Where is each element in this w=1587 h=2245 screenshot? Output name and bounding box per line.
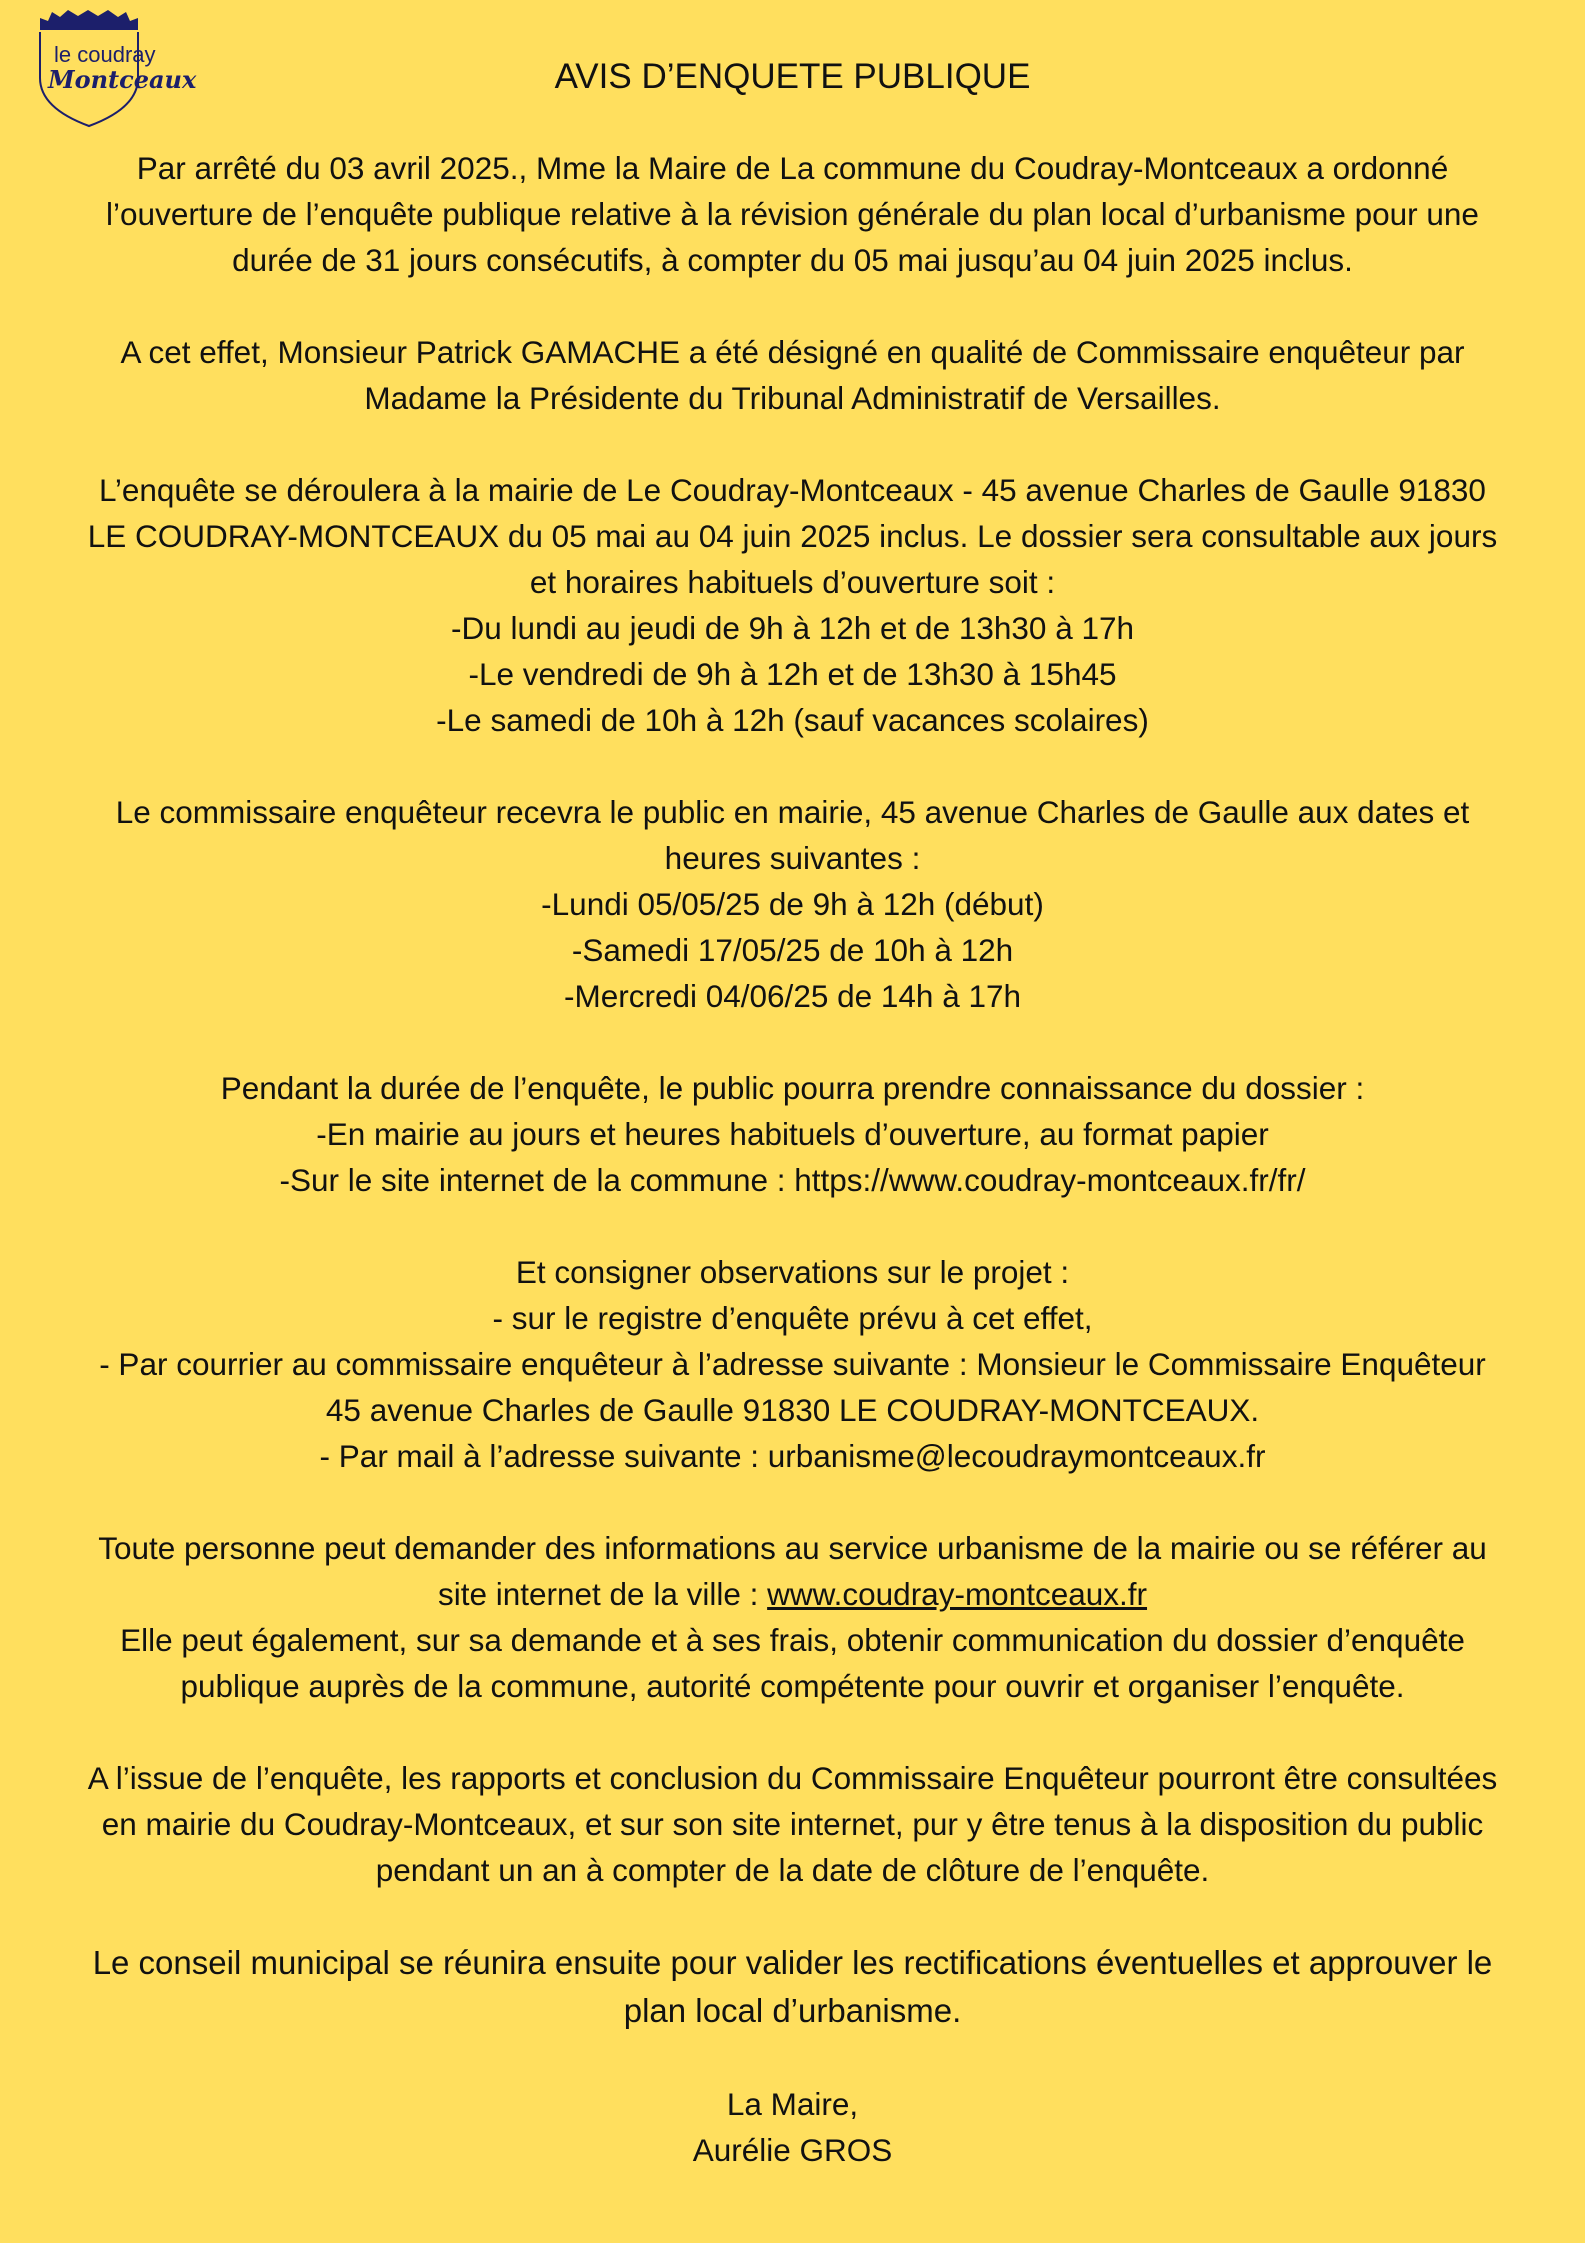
paragraph-consultation	[80, 1065, 1505, 1203]
date-item: -Samedi 17/05/25 de 10h à 12h	[571, 932, 1014, 968]
logo-line2: Montceaux	[48, 65, 197, 94]
permanences-text: Le commissaire enquêteur recevra le public en mairie, 45 avenue Charles de Gaulle aux dates et heures suivantes :	[115, 794, 1470, 876]
information-text: Toute personne peut demander des informations au service urbanisme de la mairie ou se référer au site internet de la ville :	[98, 1530, 1487, 1612]
observations-item: - Par mail à l’adresse suivante : urbanisme@lecoudraymontceaux.fr	[319, 1438, 1266, 1474]
paragraph-commissioner: A cet effet, Monsieur Patrick GAMACHE a été désigné en qualité de Commissaire enquêteur par Madame la Présidente du Tribunal Administratif de Versailles.	[120, 334, 1465, 416]
signature-role: La Maire,	[726, 2086, 859, 2122]
paragraph-permanences	[80, 789, 1505, 1019]
signature-name: Aurélie GROS	[692, 2132, 893, 2168]
observations-item: - sur le registre d’enquête prévu à cet effet,	[492, 1300, 1093, 1336]
paragraph-location	[80, 467, 1505, 743]
website-link[interactable]: www.coudray-montceaux.fr	[767, 1576, 1148, 1612]
date-item: -Mercredi 04/06/25 de 14h à 17h	[563, 978, 1022, 1014]
consultation-item: -Sur le site internet de la commune : https://www.coudray-montceaux.fr/fr/	[279, 1162, 1306, 1198]
paragraph-report: A l’issue de l’enquête, les rapports et conclusion du Commissaire Enquêteur pourront être consultées en mairie du Coudray-Montceaux, et sur son site internet, pur y être tenus à la disposition du public pendant un an à compter de la date de clôture de l’enquête.	[87, 1760, 1498, 1888]
hours-item: -Du lundi au jeudi de 9h à 12h et de 13h30 à 17h	[450, 610, 1135, 646]
observations-text: Et consigner observations sur le projet :	[515, 1254, 1070, 1290]
hours-item: -Le vendredi de 9h à 12h et de 13h30 à 15h45	[468, 656, 1117, 692]
paragraph-council: Le conseil municipal se réunira ensuite pour valider les rectifications éventuelles et approuver le plan local d’urbanisme.	[92, 1944, 1493, 2029]
observations-item: - Par courrier au commissaire enquêteur à l’adresse suivante : Monsieur le Commissaire Enquêteur 45 avenue Charles de Gaulle 91830 LE COUDRAY-MONTCEAUX.	[99, 1346, 1486, 1428]
paragraph-observations	[80, 1249, 1505, 1479]
consultation-text: Pendant la durée de l’enquête, le public pourra prendre connaissance du dossier :	[220, 1070, 1365, 1106]
logo-line1: le coudray	[54, 42, 156, 67]
hours-item: -Le samedi de 10h à 12h (sauf vacances scolaires)	[436, 702, 1149, 738]
date-item: -Lundi 05/05/25 de 9h à 12h (début)	[541, 886, 1044, 922]
location-text: L’enquête se déroulera à la mairie de Le Coudray-Montceaux - 45 avenue Charles de Gaulle 91830 LE COUDRAY-MONTCEAUX du 05 mai au 04 juin 2025 inclus. Le dossier sera consultable aux jours et horaires habituels d’ouverture soit :	[87, 472, 1498, 600]
consultation-item: -En mairie au jours et heures habituels d’ouverture, au format papier	[316, 1116, 1269, 1152]
notice-body	[80, 145, 1505, 2173]
crown-icon	[40, 10, 138, 30]
signature	[80, 2081, 1505, 2173]
paragraph-information	[80, 1525, 1505, 1709]
paragraph-decree: Par arrêté du 03 avril 2025., Mme la Maire de La commune du Coudray-Montceaux a ordonné l’ouverture de l’enquête publique relative à la révision générale du plan local d’urbanisme pour une durée de 31 jours consécutifs, à compter du 05 mai jusqu’au 04 juin 2025 inclus.	[106, 150, 1479, 278]
page-title: AVIS D’ENQUETE PUBLIQUE	[554, 57, 1031, 96]
information-text-2: Elle peut également, sur sa demande et à ses frais, obtenir communication du dossier d’enquête publique auprès de la commune, autorité compétente pour ouvrir et organiser l’enquête.	[120, 1622, 1465, 1704]
